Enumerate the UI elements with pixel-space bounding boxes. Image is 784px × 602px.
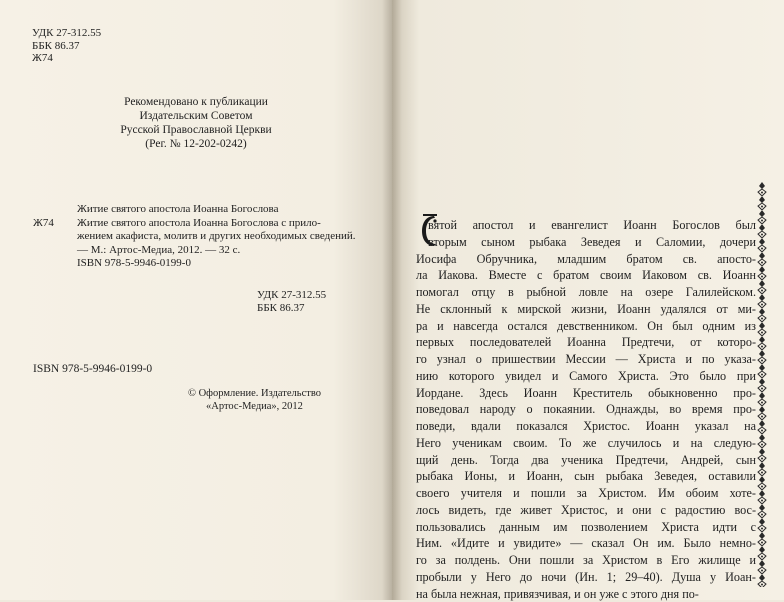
body-text-line: своего учителя и пошли за Христом. Им обоим хоте- xyxy=(416,485,756,502)
body-text-line: ра и навсегда остался девственником. Он был одним из xyxy=(416,318,756,335)
body-text-line: поведовал народу о покаянии. Однажды, во время про- xyxy=(416,401,756,418)
cip-code: Ж74 xyxy=(33,217,77,231)
cip-row xyxy=(33,217,368,231)
cip-line: жением акафиста, молитв и других необходимых сведений. xyxy=(33,230,368,244)
body-text-line: Не склонный к мирской жизни, Иоанн удалялся от ми- xyxy=(416,301,756,318)
bbk-code: ББК 86.37 xyxy=(257,302,326,315)
recommendation-block xyxy=(0,95,392,151)
udk-code: УДК 27-312.55 xyxy=(257,289,326,302)
copyright-line: © Оформление. Издательство xyxy=(188,387,321,400)
body-text-line: го узнал о пришествии Мессии — Христа и по указа- xyxy=(416,351,756,368)
body-text-line: вятой апостол и евангелист Иоанн Богослов был xyxy=(416,217,756,234)
body-text-line: Него ученикам своим. То же случилось и на следую- xyxy=(416,435,756,452)
author-mark: Ж74 xyxy=(32,52,101,65)
recommendation-line: Рекомендовано к публикации xyxy=(0,95,392,109)
registration-number: (Рег. № 12-202-0242) xyxy=(0,137,392,151)
bbk-code: ББК 86.37 xyxy=(32,40,101,53)
body-text-line: на была нежная, привязчивая, и он уже с этого дня по- xyxy=(416,586,756,602)
body-text-line: поведи, вдали показался Христос. Иоанн указал на xyxy=(416,418,756,435)
body-text-line: рыбака Ионы, и Иоанн, сын рыбака Зеведея, оставили xyxy=(416,468,756,485)
body-text-line: первых последователей Иоанна Предтечи, от которо- xyxy=(416,334,756,351)
cip-line: Житие святого апостола Иоанна Богослова с прило- xyxy=(77,217,368,231)
catalog-codes-top xyxy=(32,27,101,65)
cip-record xyxy=(33,203,368,271)
body-text-line: Иордане. Здесь Иоанн Креститель обыкновенно про- xyxy=(416,385,756,402)
book-gutter xyxy=(382,0,402,600)
body-text-line: вторым сыном рыбака Зеведея и Саломии, дочери xyxy=(416,234,756,251)
body-text-line: Ним. «Идите и увидите» — сказал Он им. Было немно- xyxy=(416,535,756,552)
catalog-codes-bottom xyxy=(257,289,326,314)
body-text-line: щий день. Тогда два ученика Предтечи, Андрей, сын xyxy=(416,452,756,469)
body-text-line: ла Иакова. Вместе с братом своим Иаковом св. Иоанн xyxy=(416,267,756,284)
body-text-line: лось видеть, где живет Христос, и они с радостию вос- xyxy=(416,502,756,519)
udk-code: УДК 27-312.55 xyxy=(32,27,101,40)
cip-line: — М.: Артос-Медиа, 2012. — 32 с. xyxy=(33,244,368,258)
cip-isbn: ISBN 978-5-9946-0199-0 xyxy=(33,257,368,271)
cip-title: Житие святого апостола Иоанна Богослова xyxy=(33,203,368,217)
body-text-line: Иосифа Обручника, младшим братом св. апосто- xyxy=(416,251,756,268)
body-text-line: го за полдень. Они пошли за Христом в Его жилище и xyxy=(416,552,756,569)
copyright-line: «Артос-Медиа», 2012 xyxy=(188,400,321,413)
isbn-main: ISBN 978-5-9946-0199-0 xyxy=(33,363,152,376)
body-text-line: помогал отцу в рыбной ловле на озере Галилейском. xyxy=(416,284,756,301)
right-page xyxy=(392,0,784,600)
body-text-line: нию которого увидел и Самого Христа. Это было при xyxy=(416,368,756,385)
copyright-block xyxy=(188,387,321,413)
body-text xyxy=(416,217,756,602)
decorative-border-ornament xyxy=(757,182,767,587)
recommendation-line: Издательским Советом xyxy=(0,109,392,123)
recommendation-line: Русской Православной Церкви xyxy=(0,123,392,137)
body-text-line: пробыли у Него до ночи (Ин. 1; 29–40). Душа у Иоан- xyxy=(416,569,756,586)
body-text-line: пользовались данным им позволением Христа идти с xyxy=(416,519,756,536)
left-page xyxy=(0,0,392,600)
